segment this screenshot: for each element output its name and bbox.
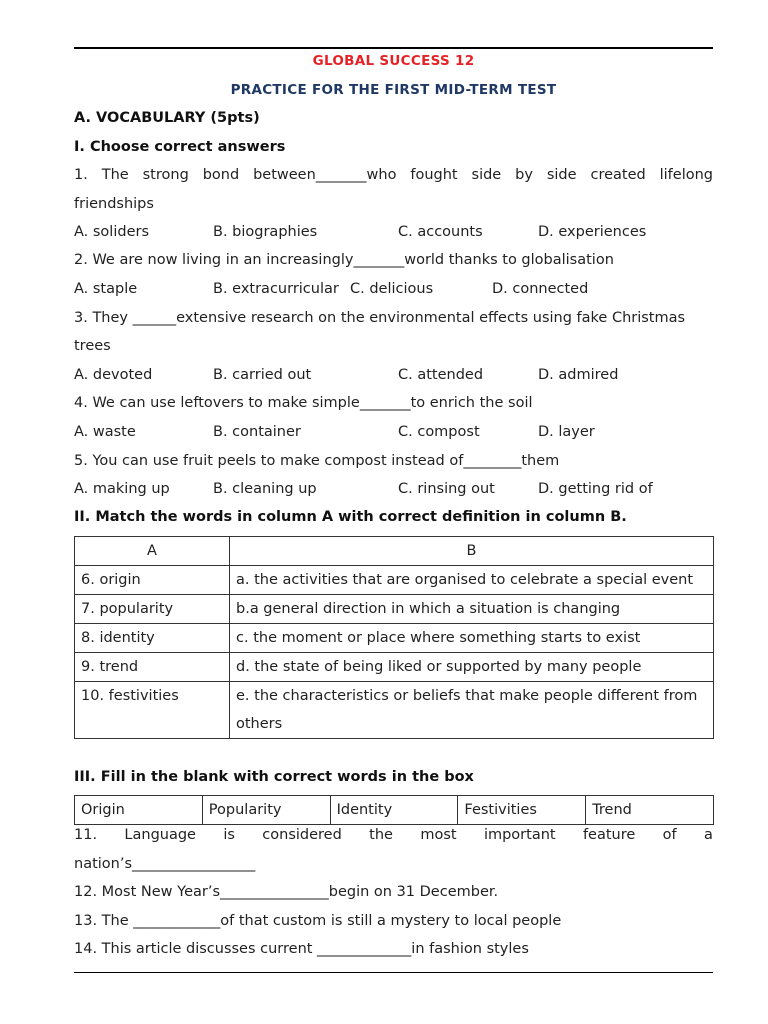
definition-cell: a. the activities that are organised to celebrate a special event: [230, 566, 714, 595]
question-3-line-2: trees: [74, 338, 111, 354]
term-cell: 8. identity: [75, 624, 230, 653]
definition-cell: b.a general direction in which a situation is changing: [230, 595, 714, 624]
option-a: A. waste: [74, 424, 136, 440]
part-1-heading: I. Choose correct answers: [74, 139, 286, 155]
word: of: [662, 827, 677, 843]
word: Language: [124, 827, 196, 843]
word: 11.: [74, 827, 98, 843]
option-b: B. cleaning up: [213, 481, 317, 497]
word: a: [704, 827, 713, 843]
question-2-options: [74, 275, 713, 303]
question-2: 2. We are now living in an increasingly_______world thanks to globalisation: [74, 252, 614, 268]
term-cell: 7. popularity: [75, 595, 230, 624]
definition-cell: d. the state of being liked or supported by many people: [230, 653, 714, 682]
question-1-line-1: [74, 161, 713, 189]
word: important: [483, 827, 556, 843]
question-13: 13. The ____________of that custom is still a mystery to local people: [74, 913, 562, 929]
question-12: 12. Most New Year’s_______________begin on 31 December.: [74, 884, 499, 900]
table-row: [75, 653, 714, 682]
question-1-options: [74, 218, 713, 246]
option-a: A. staple: [74, 281, 138, 297]
option-c: C. delicious: [350, 281, 434, 297]
option-b: B. biographies: [213, 224, 318, 240]
word: feature: [582, 827, 636, 843]
option-a: A. soliders: [74, 224, 150, 240]
option-c: C. compost: [398, 424, 480, 440]
part-3-heading: III. Fill in the blank with correct words in the box: [74, 769, 474, 785]
document-title: GLOBAL SUCCESS 12: [312, 53, 475, 69]
option-b: B. extracurricular: [213, 281, 339, 297]
table-row: [75, 566, 714, 595]
question-5: 5. You can use fruit peels to make compost instead of________them: [74, 453, 560, 469]
word: is: [223, 827, 235, 843]
table-row: [75, 595, 714, 624]
option-a: A. devoted: [74, 367, 153, 383]
option-c: C. rinsing out: [398, 481, 495, 497]
definition-cell: c. the moment or place where something starts to exist: [230, 624, 714, 653]
question-3-options: [74, 361, 713, 389]
word: by: [515, 167, 533, 183]
section-a-heading: A. VOCABULARY (5pts): [74, 110, 260, 126]
column-a-header: A: [75, 537, 230, 566]
word: 1.: [74, 167, 88, 183]
word-box-item: Origin: [75, 796, 203, 825]
word: considered: [262, 827, 342, 843]
option-d: D. connected: [492, 281, 589, 297]
option-d: D. getting rid of: [538, 481, 653, 497]
option-b: B. carried out: [213, 367, 312, 383]
document-subtitle: PRACTICE FOR THE FIRST MID-TERM TEST: [230, 82, 557, 98]
word-box-item: Popularity: [202, 796, 330, 825]
word: most: [420, 827, 457, 843]
part-2-heading: II. Match the words in column A with correct definition in column B.: [74, 509, 627, 525]
word: the: [369, 827, 393, 843]
question-1-line-2: friendships: [74, 196, 154, 212]
word: lifelong: [659, 167, 713, 183]
option-a: A. making up: [74, 481, 170, 497]
bottom-rule: [74, 972, 713, 973]
word-box-item: Identity: [330, 796, 458, 825]
word: bond: [202, 167, 240, 183]
term-cell: 6. origin: [75, 566, 230, 595]
term-cell: 9. trend: [75, 653, 230, 682]
question-14: 14. This article discusses current _____________in fashion styles: [74, 941, 529, 957]
column-b-header: B: [230, 537, 714, 566]
option-b: B. container: [213, 424, 301, 440]
word: strong: [142, 167, 189, 183]
definition-cell: e. the characteristics or beliefs that make people different from others: [230, 682, 714, 739]
question-5-options: [74, 475, 713, 503]
word: side: [471, 167, 502, 183]
table-row: [75, 624, 714, 653]
word-box-item: Trend: [586, 796, 714, 825]
term-cell: 10. festivities: [75, 682, 230, 739]
word: created: [590, 167, 646, 183]
option-d: D. layer: [538, 424, 595, 440]
question-4-options: [74, 418, 713, 446]
word: fought: [410, 167, 458, 183]
question-11-line-1: [74, 821, 713, 849]
matching-table: [74, 536, 714, 739]
question-4: 4. We can use leftovers to make simple_______to enrich the soil: [74, 395, 533, 411]
option-d: D. admired: [538, 367, 619, 383]
word-box-item: Festivities: [458, 796, 586, 825]
table-header-row: [75, 537, 714, 566]
option-d: D. experiences: [538, 224, 647, 240]
option-c: C. accounts: [398, 224, 483, 240]
word: between_______who: [253, 167, 397, 183]
table-row: [75, 682, 714, 739]
option-c: C. attended: [398, 367, 484, 383]
word: The: [101, 167, 129, 183]
question-3: 3. They ______extensive research on the environmental effects using fake Christmas: [74, 310, 686, 326]
word: side: [546, 167, 577, 183]
question-11-line-2: nation’s_________________: [74, 856, 256, 872]
